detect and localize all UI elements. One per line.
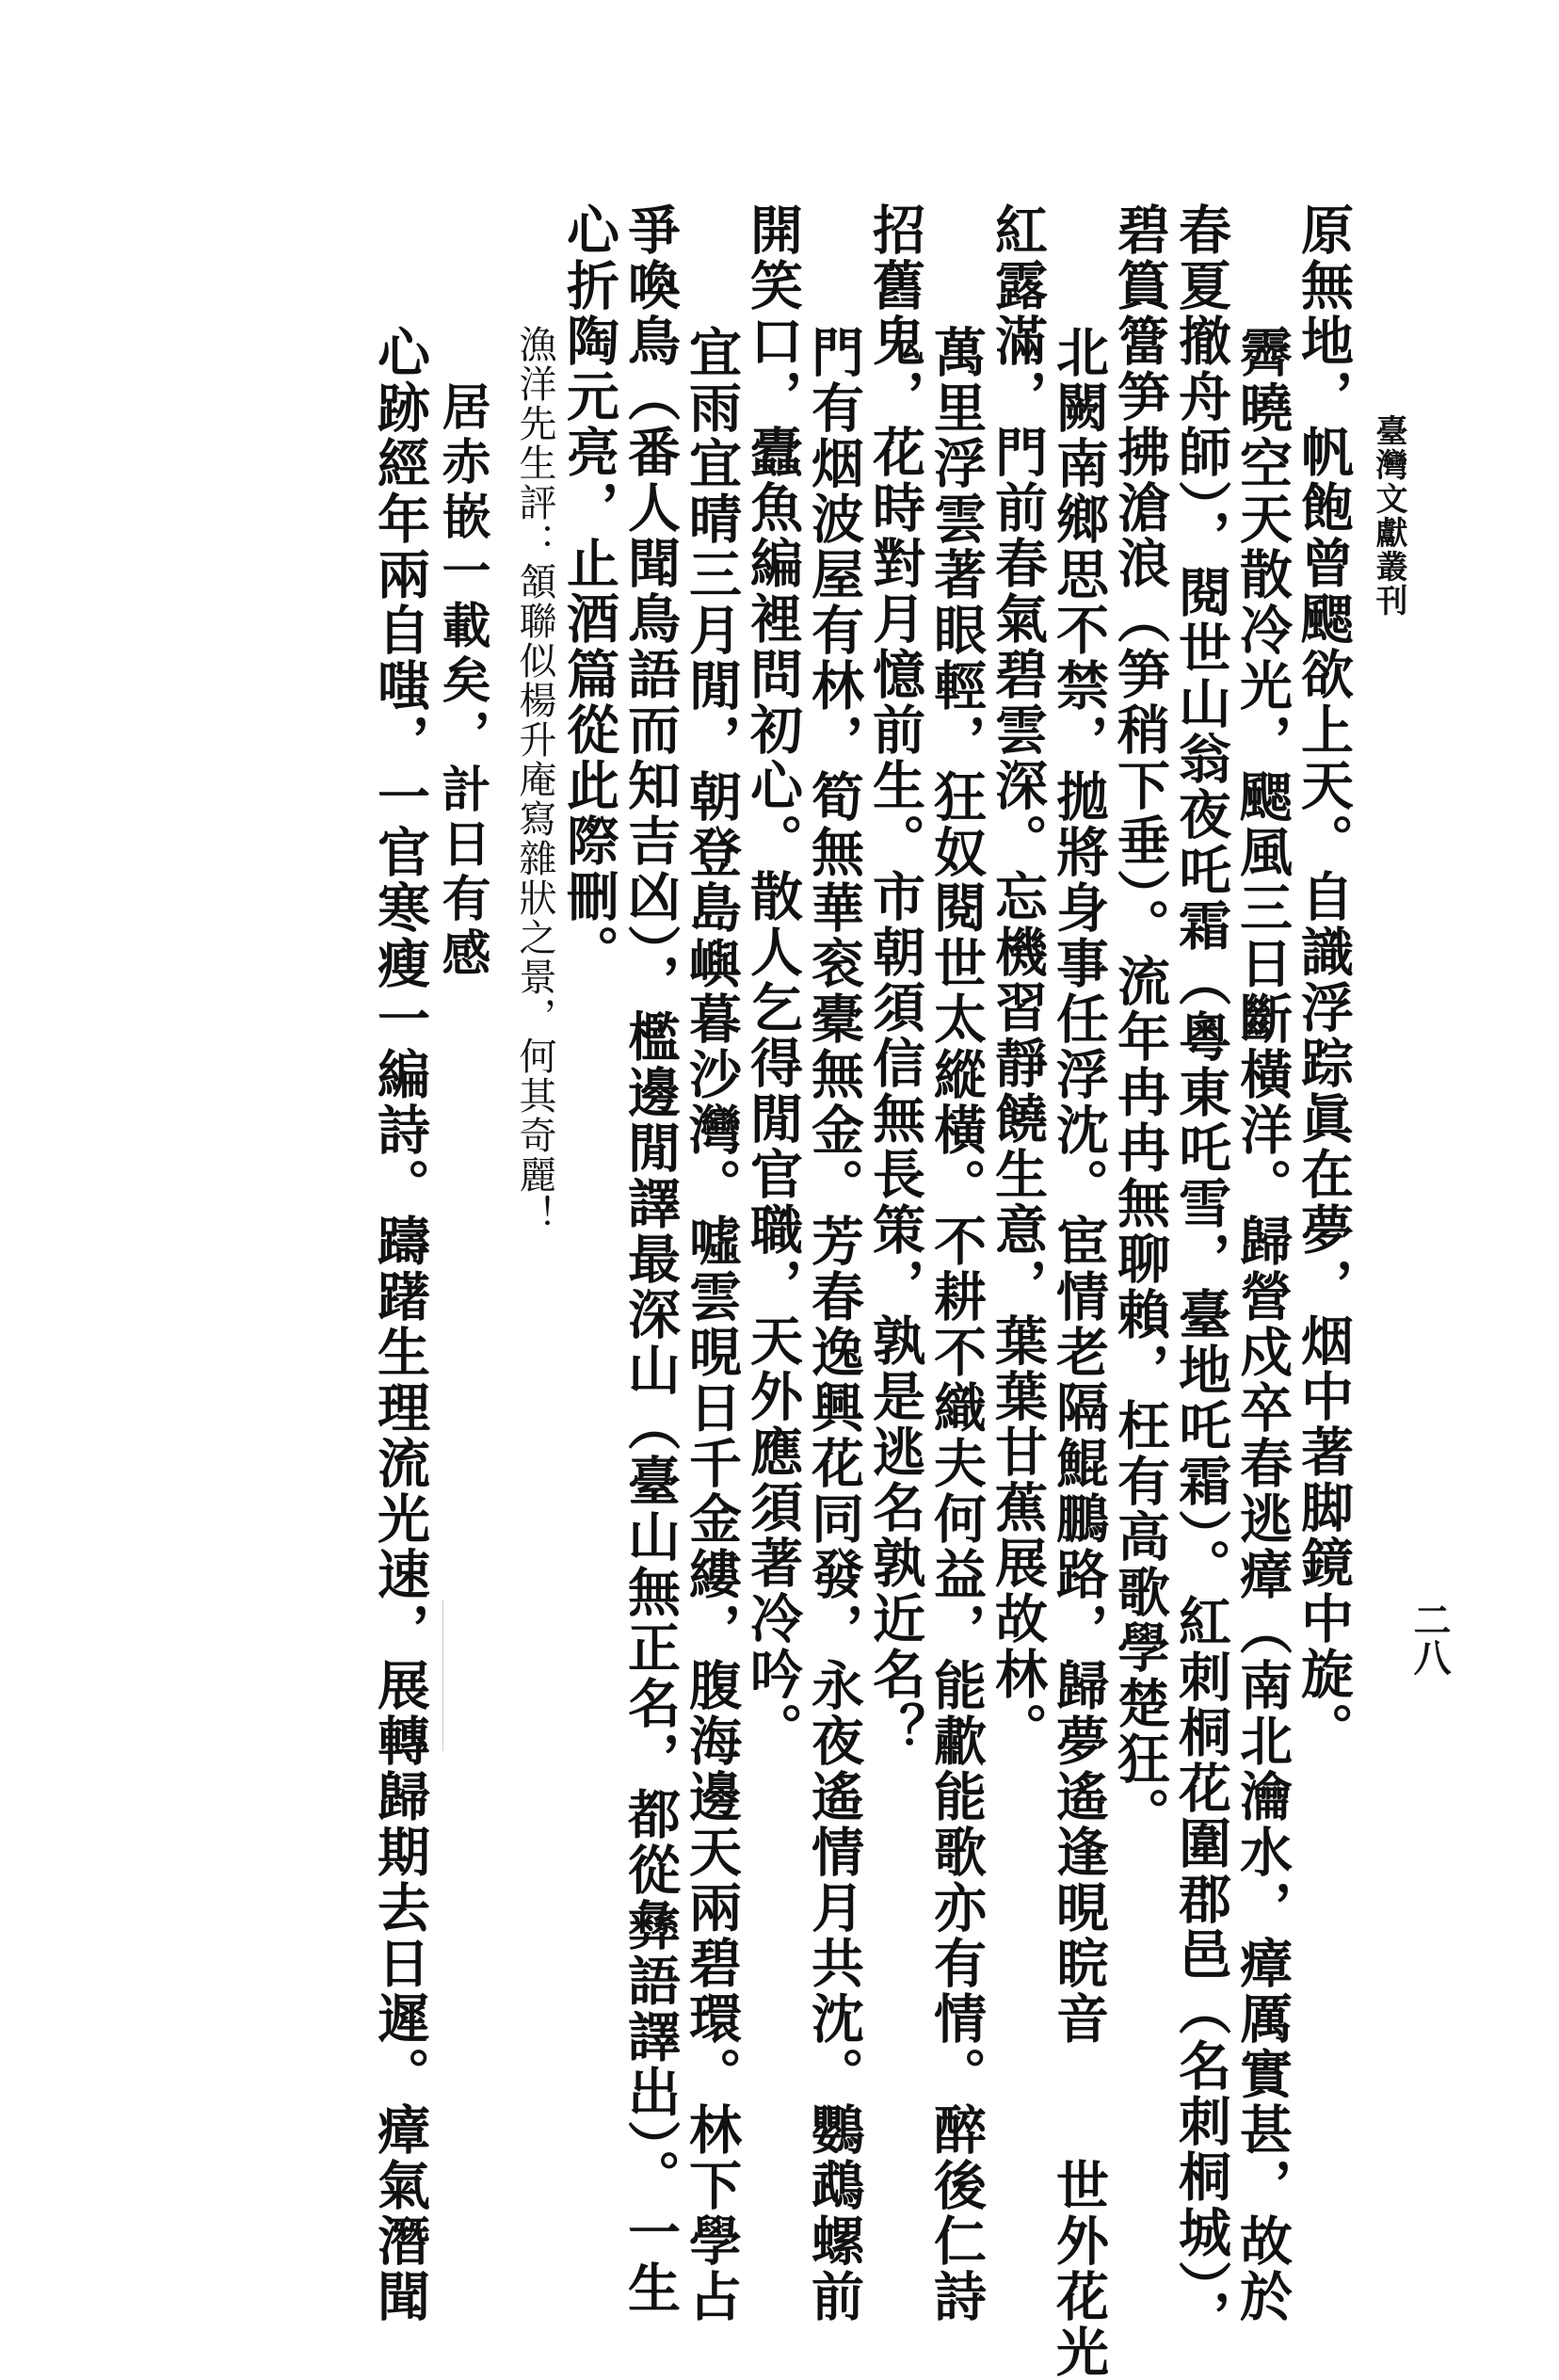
text-column-1: 原無地，帆飽曾颸欲上天。自識浮踪眞在夢，烟中著脚鏡中旋。: [1293, 202, 1355, 1758]
text-column-3: 春夏撤舟師），閱世山翁夜吒霜（粵東吒雪，臺地吒霜）。紅刺桐花圍郡邑（名刺桐城），: [1170, 202, 1232, 2345]
book-title: 臺灣文獻叢刊: [1370, 414, 1407, 618]
text-column-6: 紅露滿，門前春氣碧雲深。忘機習靜饒生意，葉葉甘蕉展故林。: [987, 202, 1049, 1758]
text-column-7: 萬里浮雲著眼輕，狂奴閱世太縱橫。不耕不織夫何益，能歗能歌亦有情。醉後仁詩: [925, 325, 988, 2324]
text-column-5: 北闕南鄉思不禁，拋將身事任浮沈。宦情老隔鯤鵬路，歸夢遙逢晛睆音 世外花光: [1048, 325, 1110, 2380]
text-column-13: 心折陶元亮，止酒篇從此際刪。: [558, 202, 620, 980]
text-column-11: 宜雨宜晴三月閒，朝登島嶼暮沙灣。噓雲晛日千金縷，腹海邊天兩碧環。林下學占: [681, 325, 743, 2324]
text-column-2: 霽曉空天散冷光，颸風三日斷橫洋。歸營戍卒春逃瘴（南北瀹水，瘴厲實甚，故於: [1231, 325, 1294, 2324]
poem-title-heading: 居赤嵌一載矣，計日有感: [433, 381, 490, 982]
commentary-column: 漁洋先生評：頷聯似楊升庵寫雜狀之景，何其奇麗！: [513, 325, 556, 1234]
text-column-9: 門有烟波屋有林，筍無華衮橐無金。芳春逸興花同發，永夜遙情月共沈。鸚鵡螺前: [803, 325, 865, 2324]
page-number: 二八: [1407, 1600, 1452, 1676]
text-column-8: 招舊鬼，花時對月憶前生。市朝須信無長策，孰是逃名孰近名？: [864, 202, 926, 1758]
page-fold-mark: [442, 1600, 443, 1751]
text-column-10: 開笑口，蠹魚編裡問初心。散人乞得閒官職，天外應須著冷吟。: [742, 202, 804, 1758]
text-column-16: 心跡經年兩自嗤，一官寒瘦一編詩。躊躇生理流光速，展轉歸期去日遲。瘴氣潛聞: [369, 325, 431, 2324]
text-column-4: 碧篔簹笋拂滄浪（笋稍下垂）。流年冉冉無聊賴，枉有高歌學楚狂。: [1109, 202, 1171, 1842]
text-column-12: 爭喚鳥（番人聞鳥語而知吉凶），檻邊閒譯最深山（臺山無正名，都從彝語譯出）。一生: [619, 202, 682, 2316]
